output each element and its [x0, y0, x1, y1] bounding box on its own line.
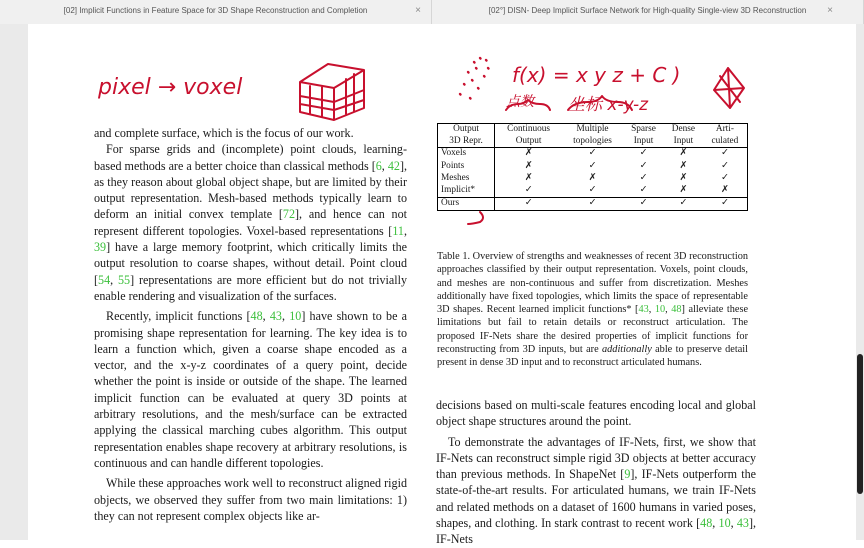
table-cell: ✗ [703, 185, 748, 198]
close-icon[interactable]: × [827, 5, 833, 16]
close-icon[interactable]: × [415, 5, 421, 16]
citation-link[interactable]: 10 [654, 304, 666, 316]
table-cell: ✓ [588, 185, 597, 196]
citation-link[interactable]: 43 [269, 309, 282, 324]
scrollbar-thumb[interactable] [857, 354, 863, 494]
citation-link[interactable]: 6 [375, 158, 382, 173]
citation-link[interactable]: 10 [718, 516, 731, 531]
column-header: Sparse Input [623, 124, 664, 148]
citation-link[interactable]: 54 [98, 272, 111, 287]
column-header: Output 3D Repr. [438, 124, 495, 148]
row-label: Meshes [438, 173, 495, 185]
paragraph: While these approaches work well to reconstruct aligned rigid objects, we observed they suffer from two main limitations: 1) they can not represent complex objects like ar- [94, 476, 407, 523]
table-cell: ✓ [703, 197, 748, 210]
comparison-table [437, 123, 748, 211]
paragraph: and complete surface, which is the focus of our work. [94, 126, 354, 140]
table-row [438, 148, 748, 161]
citation-link[interactable]: 72 [282, 207, 296, 222]
table-header-row [438, 124, 748, 148]
table-cell: ✓ [524, 185, 533, 196]
citation-link[interactable]: 39 [94, 240, 107, 255]
tab-bar [0, 0, 864, 25]
tab-paper-02[interactable] [0, 0, 432, 24]
citation-link[interactable]: 42 [387, 158, 400, 173]
citation-link[interactable]: 43 [638, 304, 649, 316]
right-column [436, 397, 756, 548]
table-cell: ✗ [679, 185, 688, 196]
table-row [438, 197, 748, 210]
table-cell: ✓ [664, 197, 703, 210]
tab-paper-02-disn[interactable] [432, 0, 864, 24]
voxel-sketch-icon [300, 64, 364, 120]
citation-link[interactable]: 48 [671, 304, 682, 316]
paragraph: decisions based on multi-scale features encoding local and global object shape structures around the point. [436, 398, 756, 429]
table-cell: ✗ [679, 172, 688, 183]
table-cell: ✗ [495, 148, 563, 161]
pixel-voxel-note: pixel → voxel [98, 75, 243, 100]
left-column [94, 125, 407, 524]
table-cell: ✓ [639, 185, 648, 196]
citation-link[interactable]: 43 [736, 516, 749, 531]
row-label: Voxels [438, 148, 495, 161]
citation-link[interactable]: 10 [289, 309, 302, 324]
column-header: Continuous Output [495, 124, 563, 148]
column-header: Multiple topologies [562, 124, 623, 148]
paragraph: Recently, implicit functions [48, 43, 10] have shown to be a promising shape representation for learning. The key idea is to learn a function which, given a coarse shape encoded as a vector, and the x-y-z coordinates of a query point, decide whether the point is inside or outside of the shape. The learned implicit function can be evaluated at query 3D points at arbitrary resolutions, and the mesh/surface can be extracted applying the classical marching cubes algorithm. This output representation enables shape recovery at arbitrary resolutions, is continuous and can handle different topologies. [94, 309, 408, 470]
table-cell: ✓ [703, 160, 748, 172]
table-row [438, 160, 748, 172]
citation-link[interactable]: 48 [700, 516, 713, 531]
table-cell: ✓ [639, 172, 648, 183]
paragraph: To demonstrate the advantages of IF-Nets, first, we show that IF-Nets can reconstruct simple rigid 3D objects at better accuracy than previous methods. In ShapeNet [9], IF-Nets outperform the state-of-the-art results. For articulated humans, we train IF-Nets and related methods on a dataset of 1600 humans in varied poses, shapes, and clothing. In stark contrast to recent work [48, 10, 43], IF-Nets [436, 434, 757, 547]
table-cell: ✓ [639, 160, 648, 171]
tab-label: [02°] DISN- Deep Implicit Surface Network for High-quality Single-view 3D Reconstruction [488, 6, 807, 15]
row-label: Ours [438, 197, 495, 210]
citation-link[interactable]: 55 [118, 272, 131, 287]
table-caption: Table 1. Overview of strengths and weaknesses of recent 3D reconstruction approaches classified by their output representation. Voxels, point clouds, and meshes are non-continuous and suffer from discretization. Meshes additionally have fixed topologies, which limits the space of representable 3D shapes. Recent learned implicit functions* [43, 10, 48] alleviate these limitations but fail to retain details or reconstruct articulation. The proposed IF-Nets share the desired properties of implicit functions for reconstructing from 3D inputs, but are additionally able to preserve detail present in dense 3D input and to reconstruct articulated humans. [437, 251, 749, 369]
tab-label: [02] Implicit Functions in Feature Space for 3D Shape Reconstruction and Completion [63, 6, 368, 15]
table-cell: ✓ [562, 197, 623, 210]
coord-note: 坐标 x-y-z [568, 95, 649, 115]
table-cell: ✗ [524, 160, 533, 171]
paragraph: For sparse grids and (incomplete) point clouds, learning-based methods are a better choice than classical methods [6, 42], as they reason about global object shape, but are limited by their output representation. Mesh-based methods typically learn to deform an initial convex template [72], and hence can not represent different topologies. Voxel-based representations [11, 39] have a large memory footprint, which critically limits the output resolution to coarse shapes, without detail. Point cloud [54, 55] representations are more efficient but do not trivially enable rendering and visualization of the surfaces. [94, 142, 408, 303]
table-cell: ✓ [495, 197, 563, 210]
table-cell: ✓ [703, 173, 748, 185]
table-cell: ✓ [562, 148, 623, 161]
left-margin [0, 24, 28, 540]
table-cell: ✗ [524, 172, 533, 183]
column-header: Arti- culated [703, 124, 748, 148]
scrollbar-track[interactable] [856, 24, 864, 540]
table-cell: ✓ [623, 148, 664, 161]
mesh-sketch-icon [714, 68, 744, 108]
table-cell: ✓ [588, 160, 597, 171]
param-note: 点数 [506, 94, 534, 110]
citation-link[interactable]: 48 [250, 309, 263, 324]
formula-note: f(x) = x y z + C ) [512, 63, 681, 87]
table-row [438, 173, 748, 185]
citation-link[interactable]: 11 [392, 223, 404, 238]
column-header: Dense Input [664, 124, 703, 148]
row-label: Points [438, 160, 495, 172]
table-cell: ✗ [664, 148, 703, 161]
table-row [438, 185, 748, 198]
point-cloud-sketch-icon [460, 58, 489, 99]
document-page [28, 24, 856, 547]
table-cell: ✓ [623, 197, 664, 210]
table-cell: ✗ [679, 160, 688, 171]
table-cell: ✓ [703, 148, 748, 161]
table-cell: ✗ [588, 172, 597, 183]
citation-link[interactable]: 9 [624, 467, 631, 482]
row-label: Implicit* [438, 185, 495, 198]
